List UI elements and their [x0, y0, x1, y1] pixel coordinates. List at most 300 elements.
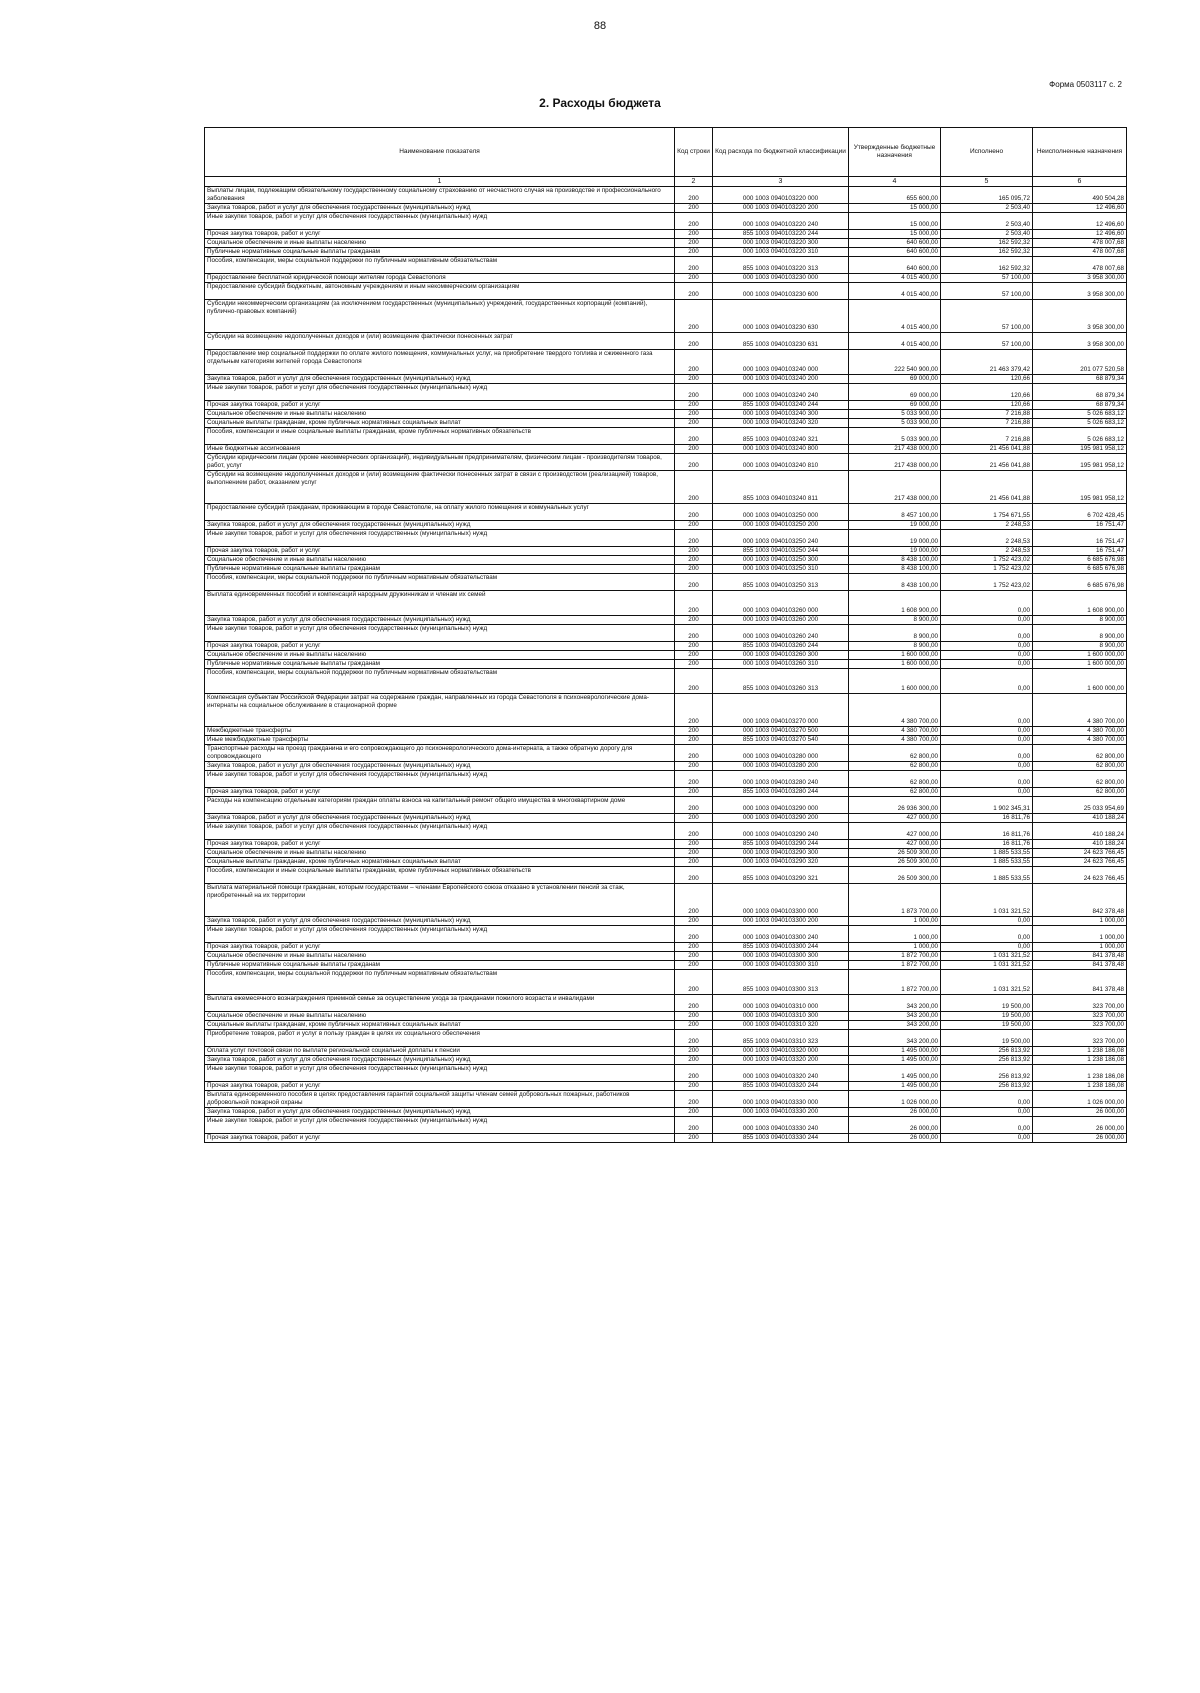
row-classification: 000 1003 0940103300 200 — [713, 917, 849, 926]
row-unexecuted: 1 238 186,08 — [1033, 1065, 1127, 1082]
row-classification: 855 1003 0940103220 313 — [713, 257, 849, 274]
row-approved: 222 540 900,00 — [849, 350, 941, 375]
table-row — [205, 521, 1127, 530]
row-name: Публичные нормативные социальные выплаты гражданам — [205, 660, 675, 669]
table-row — [205, 333, 1127, 350]
row-approved: 5 033 900,00 — [849, 428, 941, 445]
row-unexecuted: 16 751,47 — [1033, 547, 1127, 556]
row-name: Выплата материальной помощи гражданам, которым государствами – членами Европейского союза отказано в установлении пенсий за стаж, приобретенный на их территории — [205, 884, 675, 917]
row-unexecuted: 842 378,48 — [1033, 884, 1127, 917]
row-name: Оплата услуг почтовой связи по выплате региональной социальной доплаты к пенсии — [205, 1047, 675, 1056]
row-name: Закупка товаров, работ и услуг для обеспечения государственных (муниципальных) нужд — [205, 375, 675, 384]
row-approved: 640 600,00 — [849, 239, 941, 248]
table-row — [205, 797, 1127, 814]
row-executed: 57 100,00 — [941, 274, 1033, 283]
row-classification: 855 1003 0940103250 313 — [713, 574, 849, 591]
row-executed: 7 216,88 — [941, 428, 1033, 445]
row-approved: 655 600,00 — [849, 187, 941, 204]
row-approved: 1 872 700,00 — [849, 961, 941, 970]
row-classification: 000 1003 0940103240 810 — [713, 454, 849, 471]
row-name: Иные закупки товаров, работ и услуг для обеспечения государственных (муниципальных) нужд — [205, 1117, 675, 1134]
row-classification: 000 1003 0940103290 300 — [713, 849, 849, 858]
row-classification: 000 1003 0940103250 310 — [713, 565, 849, 574]
row-line-code: 200 — [675, 762, 713, 771]
row-name: Компенсация субъектам Российской Федерации затрат на содержание граждан, направленных из города Севастополя в психоневрологические дома-интернаты на социальное обслуживание в стационарной форме — [205, 694, 675, 727]
row-executed: 1 031 321,52 — [941, 970, 1033, 995]
table-row — [205, 1021, 1127, 1030]
row-classification: 000 1003 0940103280 000 — [713, 745, 849, 762]
row-name: Иные закупки товаров, работ и услуг для обеспечения государственных (муниципальных) нужд — [205, 771, 675, 788]
row-line-code: 200 — [675, 350, 713, 375]
row-classification: 855 1003 0940103260 244 — [713, 642, 849, 651]
row-unexecuted: 12 496,60 — [1033, 230, 1127, 239]
row-name: Социальное обеспечение и иные выплаты населению — [205, 239, 675, 248]
row-name: Пособия, компенсации, меры социальной поддержки по публичным нормативным обязательствам — [205, 669, 675, 694]
row-approved: 4 015 400,00 — [849, 333, 941, 350]
row-unexecuted: 1 238 186,08 — [1033, 1056, 1127, 1065]
row-line-code: 200 — [675, 797, 713, 814]
row-unexecuted: 3 958 300,00 — [1033, 274, 1127, 283]
row-line-code: 200 — [675, 616, 713, 625]
row-line-code: 200 — [675, 1117, 713, 1134]
row-name: Социальные выплаты гражданам, кроме публичных нормативных социальных выплат — [205, 1021, 675, 1030]
row-unexecuted: 6 702 428,45 — [1033, 504, 1127, 521]
row-approved: 26 000,00 — [849, 1134, 941, 1143]
col-number: 1 — [205, 177, 675, 187]
column-number-row — [205, 177, 1127, 187]
row-executed: 2 248,53 — [941, 530, 1033, 547]
row-executed: 21 456 041,88 — [941, 454, 1033, 471]
row-approved: 69 000,00 — [849, 375, 941, 384]
row-unexecuted: 1 000,00 — [1033, 943, 1127, 952]
row-executed: 162 592,32 — [941, 257, 1033, 274]
row-line-code: 200 — [675, 814, 713, 823]
row-executed: 1 031 321,52 — [941, 961, 1033, 970]
row-classification: 000 1003 0940103300 310 — [713, 961, 849, 970]
row-unexecuted: 1 000,00 — [1033, 926, 1127, 943]
col-number: 3 — [713, 177, 849, 187]
row-name: Предоставление бесплатной юридической помощи жителям города Севастополя — [205, 274, 675, 283]
row-approved: 8 438 100,00 — [849, 556, 941, 565]
row-approved: 69 000,00 — [849, 384, 941, 401]
table-row — [205, 917, 1127, 926]
row-unexecuted: 841 378,48 — [1033, 952, 1127, 961]
row-executed: 0,00 — [941, 943, 1033, 952]
row-approved: 427 000,00 — [849, 840, 941, 849]
table-row — [205, 995, 1127, 1012]
row-approved: 62 800,00 — [849, 762, 941, 771]
row-unexecuted: 3 958 300,00 — [1033, 283, 1127, 300]
table-row — [205, 574, 1127, 591]
row-name: Социальное обеспечение и иные выплаты населению — [205, 952, 675, 961]
row-executed: 1 031 321,52 — [941, 952, 1033, 961]
row-name: Прочая закупка товаров, работ и услуг — [205, 788, 675, 797]
row-name: Прочая закупка товаров, работ и услуг — [205, 642, 675, 651]
row-executed: 0,00 — [941, 762, 1033, 771]
row-unexecuted: 24 623 766,45 — [1033, 867, 1127, 884]
row-name: Социальное обеспечение и иные выплаты населению — [205, 556, 675, 565]
row-name: Пособия, компенсации, меры социальной поддержки по публичным нормативным обязательствам — [205, 257, 675, 274]
row-line-code: 200 — [675, 428, 713, 445]
row-unexecuted: 5 026 683,12 — [1033, 419, 1127, 428]
row-classification: 000 1003 0940103320 200 — [713, 1056, 849, 1065]
row-approved: 19 000,00 — [849, 530, 941, 547]
table-row — [205, 350, 1127, 375]
row-name: Иные бюджетные ассигнования — [205, 445, 675, 454]
row-name: Выплаты лицам, подлежащим обязательному государственному социальному страхованию от несчастного случая на производстве и профессионального заболевания — [205, 187, 675, 204]
table-row — [205, 616, 1127, 625]
row-name: Закупка товаров, работ и услуг для обеспечения государственных (муниципальных) нужд — [205, 204, 675, 213]
row-executed: 0,00 — [941, 1091, 1033, 1108]
row-name: Прочая закупка товаров, работ и услуг — [205, 547, 675, 556]
row-line-code: 200 — [675, 771, 713, 788]
row-name: Прочая закупка товаров, работ и услуг — [205, 840, 675, 849]
row-approved: 343 200,00 — [849, 995, 941, 1012]
row-line-code: 200 — [675, 651, 713, 660]
row-classification: 000 1003 0940103250 000 — [713, 504, 849, 521]
row-approved: 217 438 000,00 — [849, 454, 941, 471]
header-name: Наименование показателя — [205, 128, 675, 177]
row-name: Закупка товаров, работ и услуг для обеспечения государственных (муниципальных) нужд — [205, 521, 675, 530]
row-unexecuted: 5 026 683,12 — [1033, 410, 1127, 419]
row-classification: 855 1003 0940103260 313 — [713, 669, 849, 694]
row-executed: 2 503,40 — [941, 213, 1033, 230]
table-row — [205, 213, 1127, 230]
header-approved: Утвержденные бюджетные назначения — [849, 128, 941, 177]
row-approved: 343 200,00 — [849, 1012, 941, 1021]
row-classification: 000 1003 0940103250 200 — [713, 521, 849, 530]
row-approved: 217 438 000,00 — [849, 471, 941, 504]
table-row — [205, 204, 1127, 213]
row-line-code: 200 — [675, 300, 713, 333]
row-classification: 855 1003 0940103290 244 — [713, 840, 849, 849]
row-classification: 855 1003 0940103240 321 — [713, 428, 849, 445]
row-executed: 0,00 — [941, 651, 1033, 660]
row-name: Пособия, компенсации, меры социальной поддержки по публичным нормативным обязательствам — [205, 970, 675, 995]
row-executed: 7 216,88 — [941, 419, 1033, 428]
row-approved: 343 200,00 — [849, 1030, 941, 1047]
row-executed: 2 248,53 — [941, 547, 1033, 556]
row-approved: 4 015 400,00 — [849, 274, 941, 283]
row-line-code: 200 — [675, 1082, 713, 1091]
table-row — [205, 788, 1127, 797]
table-header-row — [205, 128, 1127, 177]
table-row — [205, 970, 1127, 995]
table-row — [205, 849, 1127, 858]
row-approved: 15 000,00 — [849, 213, 941, 230]
row-line-code: 200 — [675, 1047, 713, 1056]
row-name: Социальное обеспечение и иные выплаты населению — [205, 849, 675, 858]
row-classification: 000 1003 0940103290 000 — [713, 797, 849, 814]
row-name: Закупка товаров, работ и услуг для обеспечения государственных (муниципальных) нужд — [205, 814, 675, 823]
row-approved: 1 872 700,00 — [849, 970, 941, 995]
row-name: Субсидии на возмещение недополученных доходов и (или) возмещение фактически понесенных затрат в связи с производством (реализацией) товаров, выполнением работ, оказанием услуг — [205, 471, 675, 504]
row-classification: 000 1003 0940103280 240 — [713, 771, 849, 788]
row-classification: 000 1003 0940103230 630 — [713, 300, 849, 333]
row-classification: 855 1003 0940103290 321 — [713, 867, 849, 884]
row-name: Выплата ежемесячного вознаграждения приемной семье за осуществление ухода за гражданами пожилого возраста и инвалидами — [205, 995, 675, 1012]
row-classification: 855 1003 0940103220 244 — [713, 230, 849, 239]
row-name: Закупка товаров, работ и услуг для обеспечения государственных (муниципальных) нужд — [205, 917, 675, 926]
row-line-code: 200 — [675, 565, 713, 574]
row-unexecuted: 4 380 700,00 — [1033, 736, 1127, 745]
row-executed: 21 456 041,88 — [941, 471, 1033, 504]
table-row — [205, 1117, 1127, 1134]
table-row — [205, 651, 1127, 660]
row-line-code: 200 — [675, 669, 713, 694]
row-classification: 000 1003 0940103290 240 — [713, 823, 849, 840]
table-row — [205, 565, 1127, 574]
row-executed: 2 248,53 — [941, 521, 1033, 530]
row-executed: 0,00 — [941, 926, 1033, 943]
row-line-code: 200 — [675, 1134, 713, 1143]
row-name: Социальные выплаты гражданам, кроме публичных нормативных социальных выплат — [205, 419, 675, 428]
row-unexecuted: 12 496,60 — [1033, 213, 1127, 230]
row-executed: 16 811,76 — [941, 814, 1033, 823]
row-name: Социальное обеспечение и иные выплаты населению — [205, 410, 675, 419]
row-executed: 162 592,32 — [941, 248, 1033, 257]
row-line-code: 200 — [675, 504, 713, 521]
row-name: Иные закупки товаров, работ и услуг для обеспечения государственных (муниципальных) нужд — [205, 213, 675, 230]
table-row — [205, 454, 1127, 471]
row-unexecuted: 62 800,00 — [1033, 771, 1127, 788]
row-name: Прочая закупка товаров, работ и услуг — [205, 230, 675, 239]
row-line-code: 200 — [675, 1012, 713, 1021]
table-row — [205, 471, 1127, 504]
table-row — [205, 961, 1127, 970]
row-approved: 1 000,00 — [849, 917, 941, 926]
table-row — [205, 1012, 1127, 1021]
row-line-code: 200 — [675, 1021, 713, 1030]
table-row — [205, 1082, 1127, 1091]
table-row — [205, 556, 1127, 565]
row-name: Предоставление субсидий гражданам, проживающим в городе Севастополе, на оплату жилого помещения и коммунальных услуг — [205, 504, 675, 521]
row-name: Предоставление мер социальной поддержки по оплате жилого помещения, коммунальных услуг, на приобретение твердого топлива и сжиженного газа отдельным категориям жителей города Севастополя — [205, 350, 675, 375]
row-unexecuted: 1 600 000,00 — [1033, 660, 1127, 669]
row-executed: 0,00 — [941, 917, 1033, 926]
table-row — [205, 283, 1127, 300]
expenditure-table — [204, 127, 1127, 1143]
row-unexecuted: 26 000,00 — [1033, 1108, 1127, 1117]
row-name: Выплата единовременных пособий и компенсаций народным дружинникам и членам их семей — [205, 591, 675, 616]
row-approved: 217 438 000,00 — [849, 445, 941, 454]
row-unexecuted: 1 238 186,08 — [1033, 1082, 1127, 1091]
row-classification: 000 1003 0940103240 000 — [713, 350, 849, 375]
row-executed: 57 100,00 — [941, 283, 1033, 300]
row-unexecuted: 841 378,48 — [1033, 961, 1127, 970]
row-executed: 1 754 671,55 — [941, 504, 1033, 521]
row-unexecuted: 1 026 000,00 — [1033, 1091, 1127, 1108]
row-executed: 0,00 — [941, 669, 1033, 694]
row-name: Иные закупки товаров, работ и услуг для обеспечения государственных (муниципальных) нужд — [205, 625, 675, 642]
row-approved: 8 900,00 — [849, 625, 941, 642]
row-classification: 000 1003 0940103320 240 — [713, 1065, 849, 1082]
row-approved: 343 200,00 — [849, 1021, 941, 1030]
row-executed: 1 885 533,55 — [941, 849, 1033, 858]
row-line-code: 200 — [675, 1065, 713, 1082]
row-classification: 000 1003 0940103280 200 — [713, 762, 849, 771]
row-approved: 640 600,00 — [849, 257, 941, 274]
table-row — [205, 248, 1127, 257]
row-unexecuted: 4 380 700,00 — [1033, 727, 1127, 736]
table-row — [205, 1056, 1127, 1065]
row-unexecuted: 5 026 683,12 — [1033, 428, 1127, 445]
row-line-code: 200 — [675, 333, 713, 350]
row-name: Пособия, компенсации и иные социальные выплаты гражданам, кроме публичных нормативных обязательств — [205, 867, 675, 884]
row-line-code: 200 — [675, 1056, 713, 1065]
row-line-code: 200 — [675, 574, 713, 591]
table-row — [205, 419, 1127, 428]
table-row — [205, 858, 1127, 867]
row-approved: 8 900,00 — [849, 616, 941, 625]
row-name: Закупка товаров, работ и услуг для обеспечения государственных (муниципальных) нужд — [205, 1108, 675, 1117]
row-unexecuted: 410 188,24 — [1033, 840, 1127, 849]
row-line-code: 200 — [675, 727, 713, 736]
row-line-code: 200 — [675, 471, 713, 504]
row-line-code: 200 — [675, 1108, 713, 1117]
row-unexecuted: 6 685 676,98 — [1033, 574, 1127, 591]
row-name: Субсидии некоммерческим организациям (за исключением государственных (муниципальных) учреждений, государственных корпораций (компаний), публично-правовых компаний) — [205, 300, 675, 333]
row-executed: 0,00 — [941, 1134, 1033, 1143]
row-executed: 256 813,92 — [941, 1082, 1033, 1091]
row-classification: 000 1003 0940103260 200 — [713, 616, 849, 625]
row-executed: 0,00 — [941, 616, 1033, 625]
row-name: Иные закупки товаров, работ и услуг для обеспечения государственных (муниципальных) нужд — [205, 926, 675, 943]
row-classification: 000 1003 0940103240 320 — [713, 419, 849, 428]
form-code: Форма 0503117 с. 2 — [1049, 80, 1122, 89]
row-unexecuted: 62 800,00 — [1033, 762, 1127, 771]
table-row — [205, 669, 1127, 694]
row-executed: 16 811,76 — [941, 840, 1033, 849]
table-row — [205, 591, 1127, 616]
row-executed: 0,00 — [941, 1108, 1033, 1117]
header-executed: Исполнено — [941, 128, 1033, 177]
row-unexecuted: 410 188,24 — [1033, 814, 1127, 823]
page-title: 2. Расходы бюджета — [539, 96, 661, 110]
row-classification: 855 1003 0940103250 244 — [713, 547, 849, 556]
row-unexecuted: 16 751,47 — [1033, 521, 1127, 530]
row-executed: 256 813,92 — [941, 1056, 1033, 1065]
row-name: Межбюджетные трансферты — [205, 727, 675, 736]
row-line-code: 200 — [675, 274, 713, 283]
row-classification: 000 1003 0940103250 300 — [713, 556, 849, 565]
row-approved: 4 380 700,00 — [849, 736, 941, 745]
row-classification: 855 1003 0940103310 323 — [713, 1030, 849, 1047]
row-name: Иные закупки товаров, работ и услуг для обеспечения государственных (муниципальных) нужд — [205, 1065, 675, 1082]
row-executed: 19 500,00 — [941, 995, 1033, 1012]
row-line-code: 200 — [675, 419, 713, 428]
row-line-code: 200 — [675, 625, 713, 642]
row-line-code: 200 — [675, 547, 713, 556]
row-name: Публичные нормативные социальные выплаты гражданам — [205, 565, 675, 574]
row-classification: 000 1003 0940103320 000 — [713, 1047, 849, 1056]
row-line-code: 200 — [675, 1091, 713, 1108]
table-row — [205, 884, 1127, 917]
row-unexecuted: 24 623 766,45 — [1033, 849, 1127, 858]
row-executed: 0,00 — [941, 771, 1033, 788]
row-unexecuted: 8 900,00 — [1033, 625, 1127, 642]
row-line-code: 200 — [675, 410, 713, 419]
row-executed: 2 503,40 — [941, 204, 1033, 213]
row-name: Социальное обеспечение и иные выплаты населению — [205, 1012, 675, 1021]
row-approved: 4 380 700,00 — [849, 727, 941, 736]
row-line-code: 200 — [675, 823, 713, 840]
row-classification: 855 1003 0940103300 244 — [713, 943, 849, 952]
col-number: 2 — [675, 177, 713, 187]
row-unexecuted: 1 600 000,00 — [1033, 669, 1127, 694]
row-name: Прочая закупка товаров, работ и услуг — [205, 1134, 675, 1143]
row-line-code: 200 — [675, 283, 713, 300]
row-classification: 000 1003 0940103270 500 — [713, 727, 849, 736]
row-line-code: 200 — [675, 884, 713, 917]
row-approved: 1 608 900,00 — [849, 591, 941, 616]
row-unexecuted: 478 007,68 — [1033, 239, 1127, 248]
row-classification: 000 1003 0940103310 320 — [713, 1021, 849, 1030]
row-executed: 162 592,32 — [941, 239, 1033, 248]
row-approved: 15 000,00 — [849, 204, 941, 213]
table-row — [205, 943, 1127, 952]
row-approved: 4 015 400,00 — [849, 300, 941, 333]
table-row — [205, 952, 1127, 961]
row-line-code: 200 — [675, 530, 713, 547]
row-approved: 1 000,00 — [849, 943, 941, 952]
row-classification: 000 1003 0940103290 320 — [713, 858, 849, 867]
row-line-code: 200 — [675, 239, 713, 248]
row-unexecuted: 323 700,00 — [1033, 995, 1127, 1012]
table-row — [205, 840, 1127, 849]
row-approved: 427 000,00 — [849, 814, 941, 823]
row-executed: 120,66 — [941, 375, 1033, 384]
row-unexecuted: 68 879,34 — [1033, 375, 1127, 384]
row-approved: 26 509 300,00 — [849, 858, 941, 867]
row-approved: 8 457 100,00 — [849, 504, 941, 521]
row-approved: 1 600 000,00 — [849, 669, 941, 694]
row-approved: 1 872 700,00 — [849, 952, 941, 961]
row-classification: 000 1003 0940103220 300 — [713, 239, 849, 248]
row-executed: 0,00 — [941, 745, 1033, 762]
row-executed: 1 031 321,52 — [941, 884, 1033, 917]
table-row — [205, 771, 1127, 788]
header-line-code: Код строки — [675, 128, 713, 177]
row-name: Иные межбюджетные трансферты — [205, 736, 675, 745]
row-approved: 62 800,00 — [849, 745, 941, 762]
row-approved: 62 800,00 — [849, 771, 941, 788]
row-name: Иные закупки товаров, работ и услуг для обеспечения государственных (муниципальных) нужд — [205, 530, 675, 547]
row-unexecuted: 1 608 900,00 — [1033, 591, 1127, 616]
row-line-code: 200 — [675, 660, 713, 669]
row-classification: 000 1003 0940103270 000 — [713, 694, 849, 727]
row-classification: 000 1003 0940103260 300 — [713, 651, 849, 660]
row-executed: 57 100,00 — [941, 300, 1033, 333]
row-unexecuted: 323 700,00 — [1033, 1030, 1127, 1047]
row-approved: 4 015 400,00 — [849, 283, 941, 300]
row-line-code: 200 — [675, 926, 713, 943]
row-name: Прочая закупка товаров, работ и услуг — [205, 1082, 675, 1091]
row-approved: 1 495 000,00 — [849, 1082, 941, 1091]
row-line-code: 200 — [675, 788, 713, 797]
table-row — [205, 274, 1127, 283]
table-row — [205, 187, 1127, 204]
row-executed: 19 500,00 — [941, 1021, 1033, 1030]
row-classification: 000 1003 0940103300 240 — [713, 926, 849, 943]
row-classification: 000 1003 0940103250 240 — [713, 530, 849, 547]
row-line-code: 200 — [675, 961, 713, 970]
row-unexecuted: 3 958 300,00 — [1033, 333, 1127, 350]
row-approved: 69 000,00 — [849, 401, 941, 410]
row-classification: 000 1003 0940103220 200 — [713, 204, 849, 213]
table-row — [205, 300, 1127, 333]
row-unexecuted: 195 981 958,12 — [1033, 454, 1127, 471]
